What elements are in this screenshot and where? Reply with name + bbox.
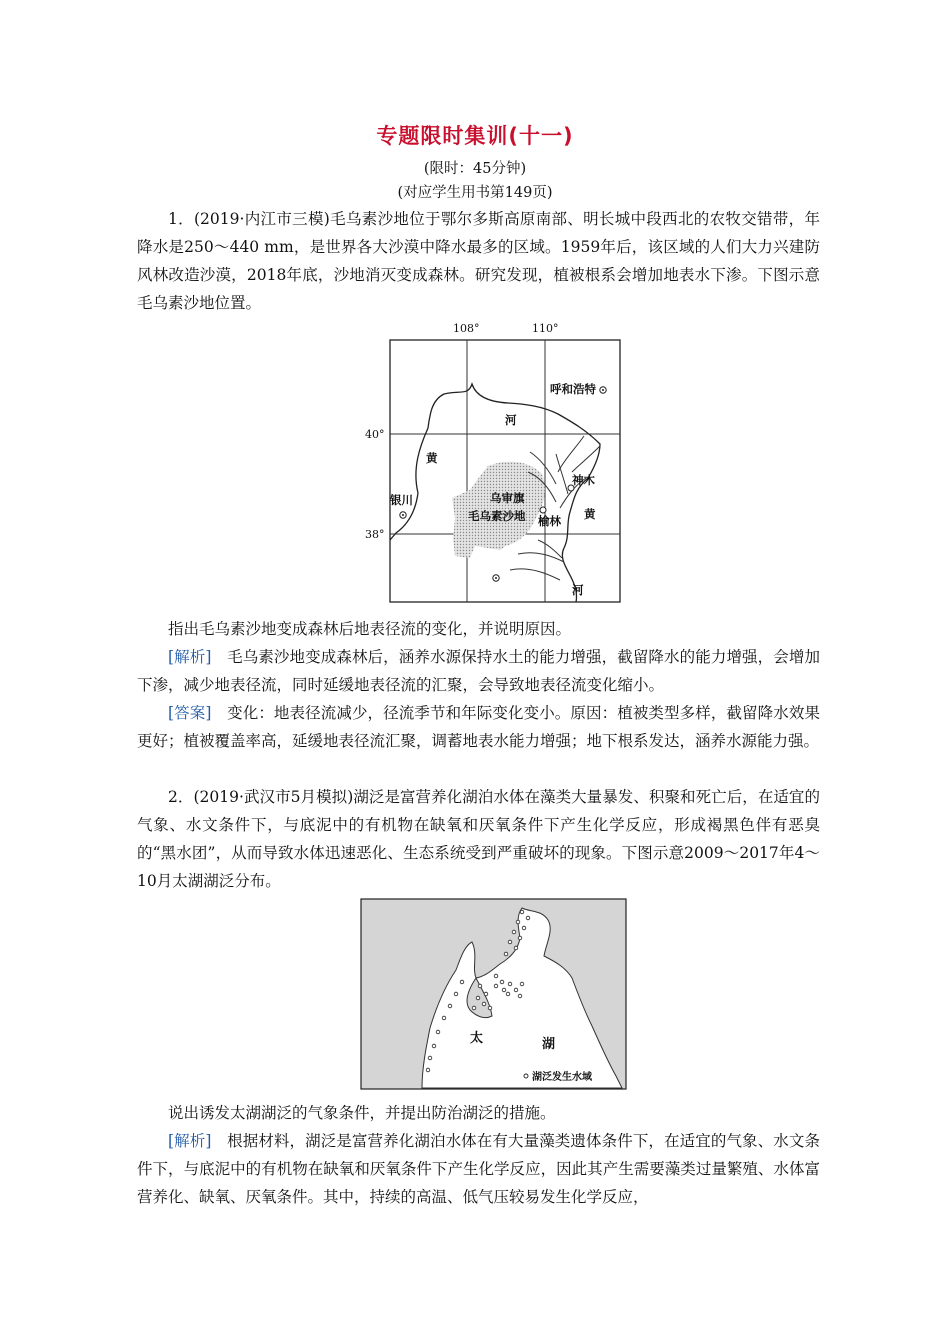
river-he-north-label: 河 <box>505 413 517 427</box>
book-reference: (对应学生用书第149页) <box>397 185 553 201</box>
yulin-marker <box>540 507 546 513</box>
q1-answer-text: 变化：地表径流减少，径流季节和年际变化变小。原因：植被类型多样，截留降水效果更好；植被覆盖率高，延缓地表径流汇聚，调蓄地表水能力增强；地下根系发达，涵养水源能力强。 <box>137 704 820 750</box>
hohhot-marker-dot <box>602 389 604 391</box>
hohhot-label: 呼和浩特 <box>550 382 596 396</box>
q1-analysis-text: 毛乌素沙地变成森林后，涵养水源保持水土的能力增强，截留降水的能力增强，会增加下渗，减少地表径流，同时延缓地表径流的汇聚，会导致地表径流变化缩小。 <box>137 648 820 694</box>
yinchuan-marker-dot <box>402 514 404 516</box>
q2-analysis-tag: [解析] <box>168 1132 212 1150</box>
mu-us-label: 毛乌素沙地 <box>468 509 526 523</box>
page-title: 专题限时集训(十一) <box>376 124 574 148</box>
q1-question: 指出毛乌素沙地变成森林后地表径流的变化，并说明原因。 <box>168 620 572 638</box>
q1-answer <box>137 699 820 755</box>
q2-analysis <box>137 1127 820 1211</box>
shenmu-label: 神木 <box>572 473 595 487</box>
lon-110-label: 110° <box>532 322 559 335</box>
river-he-south-label: 河 <box>572 583 584 597</box>
lon-108-label: 108° <box>453 322 480 335</box>
yinchuan-label: 银川 <box>390 493 413 507</box>
legend-marker-icon <box>524 1074 528 1078</box>
q2-stem: 2．(2019·武汉市5月模拟)湖泛是富营养化湖泊水体在藻类大量暴发、积聚和死亡后，在适宜的气象、水文条件下，与底泥中的有机物在缺氧和厌氧条件下产生化学反应，形成褐黑色伴有恶臭的“黑水团”，从而导致水体迅速恶化、生态系统受到严重破坏的现象。下图示意2009～2017年4～10月太湖湖泛分布。 <box>137 788 820 890</box>
q1-answer-tag: [答案] <box>168 704 212 722</box>
yulin-label: 榆林 <box>538 514 561 528</box>
lat-40-label: 40° <box>365 428 385 441</box>
legend-label: 湖泛发生水域 <box>532 1072 592 1083</box>
taihu-bloom-map <box>360 898 627 1090</box>
q1-analysis-tag: [解析] <box>168 648 212 666</box>
q1-analysis <box>137 643 820 699</box>
lat-38-label: 38° <box>365 528 385 541</box>
mu-us-location-map <box>360 318 630 608</box>
lake-name-hu: 湖 <box>542 1037 556 1052</box>
river-huang-east-label: 黄 <box>584 507 596 521</box>
q2-question: 说出诱发太湖湖泛的气象条件，并提出防治湖泛的措施。 <box>168 1104 556 1122</box>
wushenqi-label: 乌审旗 <box>490 491 525 505</box>
q2-analysis-text: 根据材料，湖泛是富营养化湖泊水体在有大量藻类遗体条件下，在适宜的气象、水文条件下，与底泥中的有机物在缺氧和厌氧条件下产生化学反应，因此其产生需要藻类过量繁殖、水体富营养化、缺氧、厌氧条件。其中，持续的高温、低气压较易发生化学反应， <box>137 1132 820 1206</box>
q1-stem: 1．(2019·内江市三模)毛乌素沙地位于鄂尔多斯高原南部、明长城中段西北的农牧交错带，年降水是250～440 mm，是世界各大沙漠中降水最多的区域。1959年后，该区域的人们大力兴建防风林改造沙漠，2018年底，沙地消灭变成森林。研究发现，植被根系会增加地表水下渗。下图示意毛乌素沙地位置。 <box>137 210 820 312</box>
time-limit: (限时：45分钟) <box>423 161 527 177</box>
lake-name-tai: 太 <box>470 1031 484 1046</box>
river-huang-west-label: 黄 <box>426 451 438 465</box>
city-marker-south-dot <box>495 577 497 579</box>
